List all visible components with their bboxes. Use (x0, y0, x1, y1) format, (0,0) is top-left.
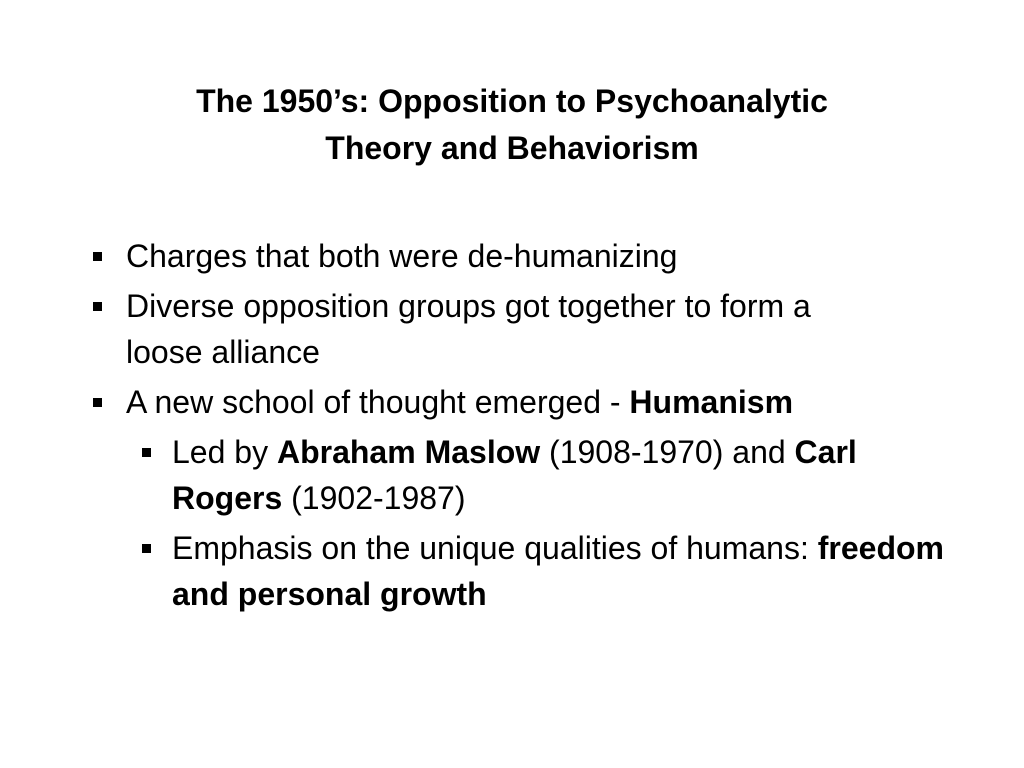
emphasis-bold: freedom and personal growth (172, 530, 944, 612)
bullet-text (126, 384, 793, 420)
square-bullet-icon (93, 398, 102, 407)
square-bullet-icon (142, 544, 151, 553)
slide-title-line-2: Theory and Behaviorism (325, 130, 699, 166)
bullet-item (0, 379, 886, 425)
text-fragment: (1902-1987) (282, 480, 466, 516)
square-bullet-icon (93, 302, 102, 311)
bullet-item (0, 283, 886, 375)
bullet-text: Charges that both were de-humanizing (126, 238, 678, 274)
slide-title-line-1: The 1950’s: Opposition to Psychoanalytic (196, 83, 828, 119)
square-bullet-icon (93, 252, 102, 261)
sub-bullet-text (172, 530, 944, 612)
sub-bullet-item (0, 525, 972, 617)
text-fragment: (1908-1970) and (540, 434, 795, 470)
bullet-list (0, 233, 1024, 621)
sub-bullet-item (0, 429, 972, 521)
slide-title (0, 78, 1024, 172)
bullet-text: Diverse opposition groups got together to form a loose alliance (126, 288, 811, 370)
square-bullet-icon (142, 448, 151, 457)
person-name-rogers: Carl Rogers (172, 434, 857, 516)
bullet-item (0, 233, 886, 279)
text-fragment: Emphasis on the unique qualities of humans: (172, 530, 818, 566)
text-fragment: Led by (172, 434, 277, 470)
person-name-maslow: Abraham Maslow (276, 434, 541, 470)
bullet-text-plain: A new school of thought emerged - (126, 384, 630, 420)
sub-bullet-text (172, 434, 857, 516)
bullet-text-bold: Humanism (629, 384, 794, 420)
